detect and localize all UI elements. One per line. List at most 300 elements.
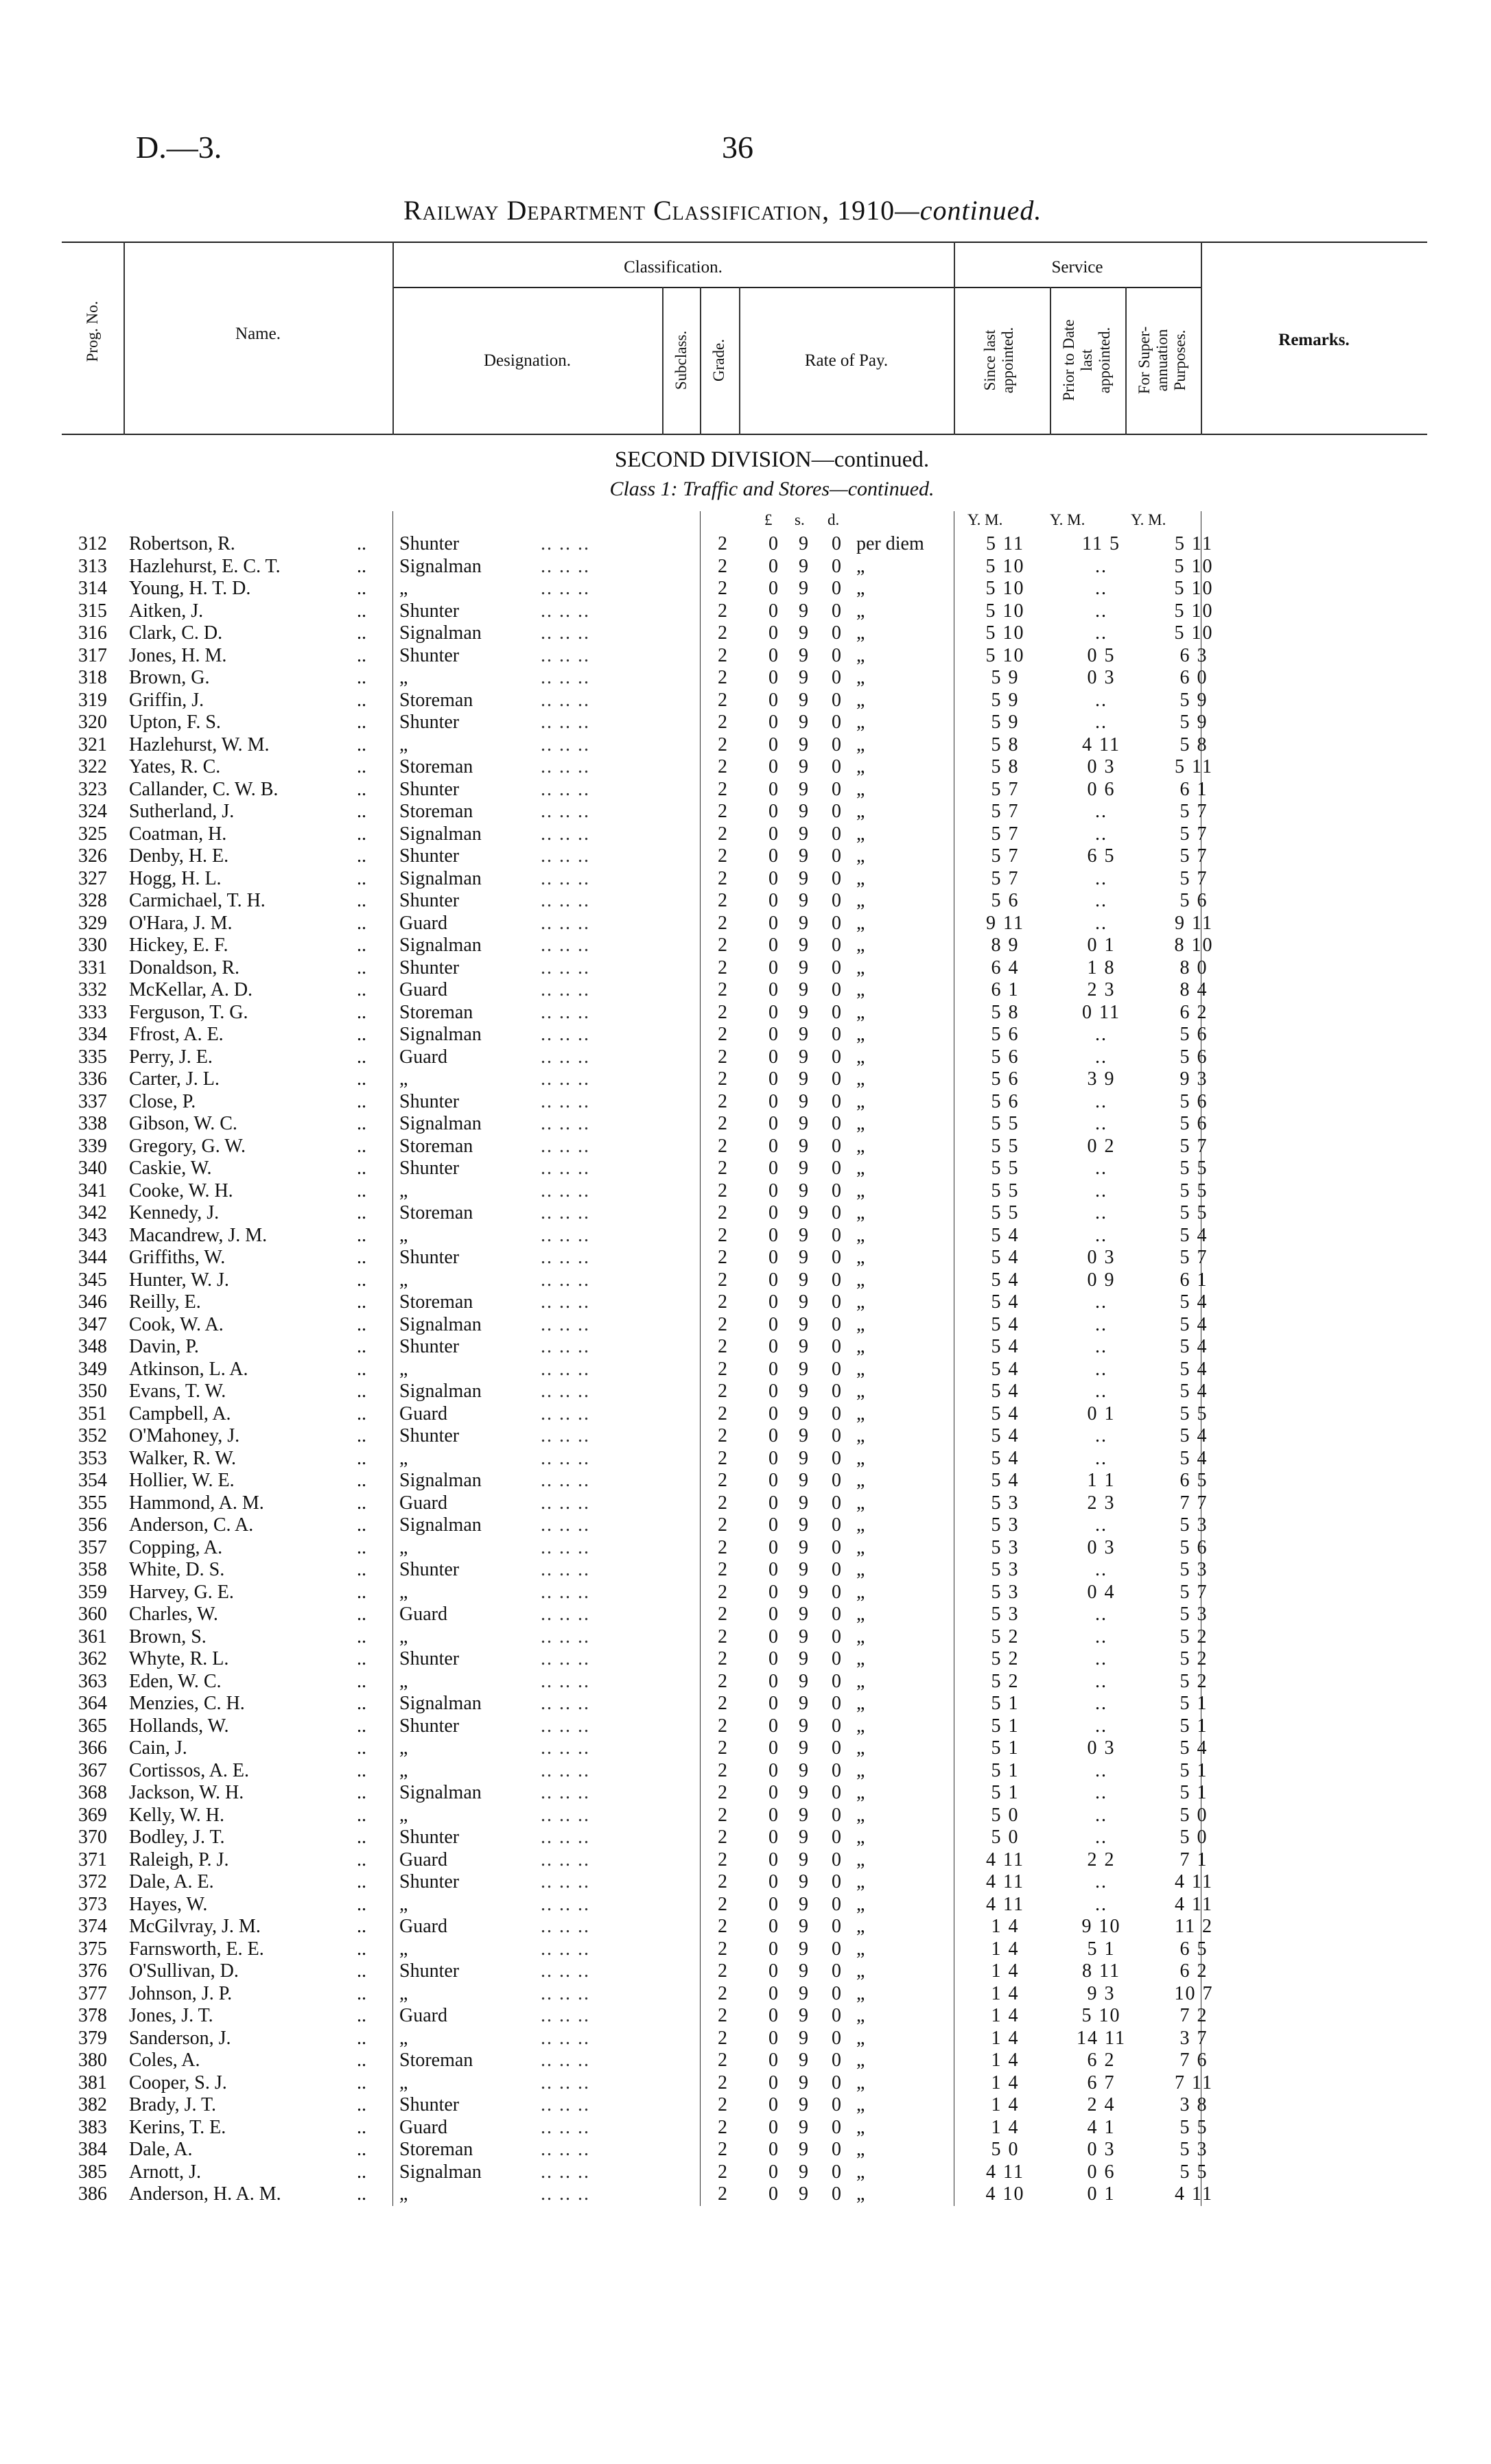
leader-dots: .. .. ..	[541, 1090, 590, 1112]
designation: Shunter	[399, 1158, 460, 1179]
grade: 2	[718, 979, 727, 1000]
pay-shillings: 9	[799, 1090, 808, 1112]
page-number: 36	[722, 130, 753, 165]
pay-pence: 0	[832, 801, 841, 822]
service-since-last: 5 3	[991, 1492, 1020, 1514]
pay-pence: 0	[832, 935, 841, 956]
service-prior: 0 5	[1087, 644, 1116, 666]
leader-dots: .. .. ..	[541, 1313, 590, 1335]
service-since-last: 5 0	[991, 2139, 1020, 2160]
grade: 2	[718, 2027, 727, 2049]
service-prior: ..	[1095, 1447, 1107, 1469]
prog-no: 328	[78, 890, 107, 911]
service-superannuation: 6 5	[1179, 1938, 1208, 1960]
pay-pence: 0	[832, 2094, 841, 2115]
pay-period: „	[856, 1893, 865, 1915]
grade: 2	[718, 778, 727, 800]
unit-pence: d.	[827, 511, 840, 528]
grade: 2	[718, 957, 727, 978]
designation: Shunter	[399, 1960, 460, 1982]
grade: 2	[718, 823, 727, 845]
leader-dots: ..	[357, 823, 366, 845]
pay-pounds: 0	[768, 1492, 778, 1514]
service-since-last: 9 11	[986, 912, 1024, 934]
prog-no: 340	[78, 1158, 107, 1179]
leader-dots: .. .. ..	[541, 845, 590, 867]
grade: 2	[718, 1581, 727, 1603]
leader-dots: .. .. ..	[541, 1180, 590, 1201]
pay-pounds: 0	[768, 2183, 778, 2205]
leader-dots: .. .. ..	[541, 2183, 590, 2205]
leader-dots: ..	[357, 1648, 366, 1669]
service-superannuation: 5 10	[1174, 622, 1214, 644]
pay-pence: 0	[832, 1626, 841, 1647]
leader-dots: .. .. ..	[541, 801, 590, 822]
service-prior: ..	[1095, 1827, 1107, 1848]
service-since-last: 4 11	[986, 1871, 1024, 1892]
service-superannuation: 5 7	[1179, 801, 1208, 822]
pay-pounds: 0	[768, 1224, 778, 1246]
pay-shillings: 9	[799, 1313, 808, 1335]
service-superannuation: 5 6	[1179, 1090, 1208, 1112]
leader-dots: .. .. ..	[541, 533, 590, 554]
leader-dots: ..	[357, 1202, 366, 1223]
service-prior: ..	[1095, 1693, 1107, 1714]
pay-period: „	[856, 600, 865, 622]
pay-pounds: 0	[768, 1626, 778, 1647]
pay-pounds: 0	[768, 1559, 778, 1580]
pay-shillings: 9	[799, 2094, 808, 2115]
table-row	[0, 667, 1491, 690]
leader-dots: .. .. ..	[541, 1447, 590, 1469]
pay-period: „	[856, 1559, 865, 1580]
service-since-last: 5 1	[991, 1782, 1020, 1803]
prog-no: 336	[78, 1068, 107, 1090]
leader-dots: ..	[357, 1224, 366, 1246]
leader-dots: .. .. ..	[541, 689, 590, 711]
prog-no: 322	[78, 756, 107, 777]
leader-dots: .. .. ..	[541, 912, 590, 934]
grade: 2	[718, 734, 727, 755]
employee-name: Hollier, W. E.	[129, 1470, 235, 1491]
leader-dots: .. .. ..	[541, 1336, 590, 1357]
pay-period: „	[856, 1224, 865, 1246]
pay-pounds: 0	[768, 1938, 778, 1960]
service-superannuation: 10 7	[1174, 1982, 1214, 2004]
service-since-last: 5 5	[991, 1135, 1020, 1157]
designation: „	[399, 1447, 408, 1469]
designation: Signalman	[399, 1024, 482, 1045]
table-row	[0, 1425, 1491, 1448]
leader-dots: .. .. ..	[541, 1759, 590, 1781]
designation: Signalman	[399, 867, 482, 889]
service-since-last: 5 8	[991, 1001, 1020, 1023]
pay-shillings: 9	[799, 1180, 808, 1201]
pay-shillings: 9	[799, 555, 808, 577]
leader-dots: ..	[357, 1827, 366, 1848]
pay-shillings: 9	[799, 957, 808, 978]
service-since-last: 5 10	[985, 600, 1025, 622]
pay-pence: 0	[832, 1514, 841, 1536]
grade: 2	[718, 1827, 727, 1848]
designation: „	[399, 1626, 408, 1647]
service-since-last: 5 2	[991, 1648, 1020, 1669]
pay-pounds: 0	[768, 1024, 778, 1045]
prog-no: 319	[78, 689, 107, 711]
grade: 2	[718, 935, 727, 956]
pay-period: „	[856, 1113, 865, 1134]
service-prior: ..	[1095, 1604, 1107, 1625]
service-prior: 0 1	[1087, 2183, 1116, 2205]
pay-pence: 0	[832, 1247, 841, 1268]
designation: Signalman	[399, 1514, 482, 1536]
pay-shillings: 9	[799, 1581, 808, 1603]
service-since-last: 5 7	[991, 845, 1020, 867]
pay-shillings: 9	[799, 912, 808, 934]
pay-period: „	[856, 1804, 865, 1826]
employee-name: Hunter, W. J.	[129, 1269, 229, 1291]
designation: Signalman	[399, 1693, 482, 1714]
service-prior: 0 9	[1087, 1269, 1116, 1291]
grade: 2	[718, 1336, 727, 1357]
pay-period: „	[856, 890, 865, 911]
pay-period: „	[856, 1068, 865, 1090]
grade: 2	[718, 689, 727, 711]
service-prior: 5 10	[1081, 2005, 1121, 2026]
service-superannuation: 8 0	[1179, 957, 1208, 978]
designation: Guard	[399, 1492, 447, 1514]
grade: 2	[718, 2161, 727, 2183]
grade: 2	[718, 1447, 727, 1469]
leader-dots: ..	[357, 1916, 366, 1937]
employee-name: Campbell, A.	[129, 1403, 231, 1424]
employee-name: Griffiths, W.	[129, 1247, 226, 1268]
leader-dots: ..	[357, 1425, 366, 1446]
prog-no: 347	[78, 1313, 107, 1335]
leader-dots: ..	[357, 1090, 366, 1112]
employee-name: Gregory, G. W.	[129, 1135, 246, 1157]
table-row	[0, 1247, 1491, 1269]
employee-name: Clark, C. D.	[129, 622, 223, 644]
table-row	[0, 1715, 1491, 1738]
service-since-last: 5 4	[991, 1447, 1020, 1469]
service-superannuation: 5 7	[1179, 1581, 1208, 1603]
employee-name: Johnson, J. P.	[129, 1982, 233, 2004]
pay-pence: 0	[832, 622, 841, 644]
pay-period: „	[856, 622, 865, 644]
designation: Signalman	[399, 823, 482, 845]
leader-dots: .. .. ..	[541, 1982, 590, 2004]
grade: 2	[718, 1670, 727, 1692]
pay-shillings: 9	[799, 1536, 808, 1558]
service-since-last: 5 3	[991, 1604, 1020, 1625]
service-since-last: 5 1	[991, 1693, 1020, 1714]
pay-pounds: 0	[768, 2116, 778, 2138]
unit-years-prior: Y. M.	[1050, 511, 1085, 528]
pay-pounds: 0	[768, 1893, 778, 1915]
grade: 2	[718, 1804, 727, 1826]
table-row	[0, 1158, 1491, 1180]
table-row	[0, 957, 1491, 980]
designation: Shunter	[399, 1425, 460, 1446]
table-row	[0, 1671, 1491, 1693]
service-since-last: 5 4	[991, 1269, 1020, 1291]
grade: 2	[718, 578, 727, 599]
leader-dots: ..	[357, 1068, 366, 1090]
rule-header-bottom	[62, 434, 1427, 435]
pay-period: „	[856, 2139, 865, 2160]
prog-no: 341	[78, 1180, 107, 1201]
service-since-last: 1 4	[991, 1982, 1020, 2004]
grade: 2	[718, 1871, 727, 1892]
grade: 2	[718, 1247, 727, 1268]
service-since-last: 4 11	[986, 2161, 1024, 2183]
pay-pounds: 0	[768, 1827, 778, 1848]
pay-period: „	[856, 1715, 865, 1737]
designation: Shunter	[399, 533, 460, 554]
service-superannuation: 4 11	[1175, 1871, 1213, 1892]
leader-dots: .. .. ..	[541, 2027, 590, 2049]
prog-no: 353	[78, 1447, 107, 1469]
table-row	[0, 1336, 1491, 1359]
pay-period: „	[856, 1916, 865, 1937]
employee-name: Hollands, W.	[129, 1715, 229, 1737]
designation: Signalman	[399, 1470, 482, 1491]
service-prior: 8 11	[1082, 1960, 1120, 1982]
pay-shillings: 9	[799, 2027, 808, 2049]
service-prior: 0 6	[1087, 778, 1116, 800]
employee-name: Davin, P.	[129, 1336, 199, 1357]
pay-period: „	[856, 578, 865, 599]
service-prior: ..	[1095, 712, 1107, 733]
prog-no: 339	[78, 1135, 107, 1157]
leader-dots: .. .. ..	[541, 1715, 590, 1737]
leader-dots: .. .. ..	[541, 1604, 590, 1625]
service-since-last: 5 11	[986, 533, 1024, 554]
grade: 2	[718, 1135, 727, 1157]
pay-period: „	[856, 1046, 865, 1068]
service-since-last: 5 10	[985, 578, 1025, 599]
leader-dots: .. .. ..	[541, 1849, 590, 1870]
col-subclass: Subclass.	[672, 330, 690, 390]
pay-pounds: 0	[768, 1090, 778, 1112]
employee-name: Perry, J. E.	[129, 1046, 213, 1068]
table-row	[0, 2139, 1491, 2161]
leader-dots: .. .. ..	[541, 957, 590, 978]
service-superannuation: 7 2	[1179, 2005, 1208, 2026]
leader-dots: .. .. ..	[541, 2072, 590, 2093]
pay-shillings: 9	[799, 1982, 808, 2004]
service-prior: ..	[1095, 1871, 1107, 1892]
pay-shillings: 9	[799, 533, 808, 554]
grade: 2	[718, 1470, 727, 1491]
page-reference: D.—3.	[136, 130, 222, 165]
leader-dots: .. .. ..	[541, 1782, 590, 1803]
pay-shillings: 9	[799, 1693, 808, 1714]
service-since-last: 5 1	[991, 1715, 1020, 1737]
table-row	[0, 756, 1491, 779]
leader-dots: .. .. ..	[541, 1068, 590, 1090]
service-since-last: 1 4	[991, 1938, 1020, 1960]
grade: 2	[718, 1759, 727, 1781]
leader-dots: .. .. ..	[541, 1358, 590, 1380]
leader-dots: .. .. ..	[541, 1001, 590, 1023]
pay-period: „	[856, 1202, 865, 1223]
pay-shillings: 9	[799, 712, 808, 733]
table-row	[0, 1693, 1491, 1715]
pay-pence: 0	[832, 778, 841, 800]
pay-pounds: 0	[768, 935, 778, 956]
pay-pounds: 0	[768, 756, 778, 777]
employee-name: Kelly, W. H.	[129, 1804, 224, 1826]
table-row	[0, 890, 1491, 913]
pay-period: „	[856, 1447, 865, 1469]
pay-shillings: 9	[799, 1247, 808, 1268]
pay-pounds: 0	[768, 1849, 778, 1870]
table-row	[0, 1916, 1491, 1938]
prog-no: 378	[78, 2005, 107, 2026]
pay-pence: 0	[832, 2072, 841, 2093]
designation: Shunter	[399, 957, 460, 978]
pay-shillings: 9	[799, 1715, 808, 1737]
pay-pence: 0	[832, 1871, 841, 1892]
pay-shillings: 9	[799, 1827, 808, 1848]
pay-shillings: 9	[799, 1759, 808, 1781]
pay-shillings: 9	[799, 979, 808, 1000]
pay-pence: 0	[832, 1670, 841, 1692]
service-prior: ..	[1095, 600, 1107, 622]
grade: 2	[718, 1001, 727, 1023]
pay-shillings: 9	[799, 823, 808, 845]
pay-shillings: 9	[799, 622, 808, 644]
prog-no: 324	[78, 801, 107, 822]
pay-pence: 0	[832, 1804, 841, 1826]
pay-pounds: 0	[768, 979, 778, 1000]
pay-pounds: 0	[768, 2050, 778, 2071]
leader-dots: .. .. ..	[541, 1202, 590, 1223]
rule-classification	[392, 287, 1201, 288]
service-superannuation: 5 5	[1179, 1403, 1208, 1424]
designation: Shunter	[399, 890, 460, 911]
prog-no: 318	[78, 667, 107, 688]
leader-dots: .. .. ..	[541, 2116, 590, 2138]
pay-shillings: 9	[799, 1024, 808, 1045]
employee-name: Close, P.	[129, 1090, 196, 1112]
prog-no: 334	[78, 1024, 107, 1045]
employee-name: Coatman, H.	[129, 823, 227, 845]
pay-shillings: 9	[799, 845, 808, 867]
service-superannuation: 5 4	[1179, 1224, 1208, 1246]
pay-pounds: 0	[768, 823, 778, 845]
service-prior: 2 3	[1087, 979, 1116, 1000]
leader-dots: .. .. ..	[541, 1425, 590, 1446]
service-since-last: 5 3	[991, 1581, 1020, 1603]
pay-shillings: 9	[799, 1135, 808, 1157]
grade: 2	[718, 1403, 727, 1424]
service-prior: 11 5	[1082, 533, 1120, 554]
grade: 2	[718, 1559, 727, 1580]
employee-name: Cook, W. A.	[129, 1313, 224, 1335]
table-row	[0, 2161, 1491, 2184]
leader-dots: ..	[357, 1559, 366, 1580]
table-row	[0, 1805, 1491, 1827]
leader-dots: ..	[357, 1135, 366, 1157]
service-since-last: 1 4	[991, 2005, 1020, 2026]
table-row	[0, 1626, 1491, 1649]
pay-pence: 0	[832, 1849, 841, 1870]
table-row	[0, 2072, 1491, 2095]
leader-dots: .. .. ..	[541, 1893, 590, 1915]
service-superannuation: 5 3	[1179, 2139, 1208, 2160]
prog-no: 359	[78, 1581, 107, 1603]
designation: Storeman	[399, 1202, 473, 1223]
pay-period: „	[856, 1381, 865, 1402]
leader-dots: ..	[357, 801, 366, 822]
grade: 2	[718, 1960, 727, 1982]
designation: Shunter	[399, 1336, 460, 1357]
service-superannuation: 5 3	[1179, 1559, 1208, 1580]
designation: Shunter	[399, 712, 460, 733]
employee-name: Bodley, J. T.	[129, 1827, 225, 1848]
employee-name: O'Hara, J. M.	[129, 912, 233, 934]
service-superannuation: 9 3	[1179, 1068, 1208, 1090]
col-superannuation: For Super- annuation Purposes.	[1136, 326, 1188, 395]
service-prior: 0 1	[1087, 1403, 1116, 1424]
service-superannuation: 5 1	[1179, 1782, 1208, 1803]
employee-name: Harvey, G. E.	[129, 1581, 234, 1603]
service-superannuation: 7 1	[1179, 1849, 1208, 1870]
designation: Signalman	[399, 555, 482, 577]
col-designation: Designation.	[483, 351, 572, 370]
pay-pounds: 0	[768, 1604, 778, 1625]
designation: Storeman	[399, 801, 473, 822]
pay-pence: 0	[832, 1336, 841, 1357]
pay-pence: 0	[832, 1358, 841, 1380]
pay-pounds: 0	[768, 1313, 778, 1335]
service-superannuation: 5 4	[1179, 1381, 1208, 1402]
service-since-last: 5 1	[991, 1737, 1020, 1759]
leader-dots: .. .. ..	[541, 712, 590, 733]
designation: Signalman	[399, 1313, 482, 1335]
service-superannuation: 11 2	[1175, 1916, 1213, 1937]
service-prior: ..	[1095, 1202, 1107, 1223]
prog-no: 360	[78, 1604, 107, 1625]
pay-pounds: 0	[768, 533, 778, 554]
leader-dots: ..	[357, 1381, 366, 1402]
prog-no: 369	[78, 1804, 107, 1826]
service-since-last: 5 6	[991, 1090, 1020, 1112]
prog-no: 323	[78, 778, 107, 800]
pay-period: „	[856, 778, 865, 800]
table-row	[0, 712, 1491, 734]
designation: Storeman	[399, 1001, 473, 1023]
service-prior: 6 2	[1087, 2050, 1116, 2071]
pay-period: „	[856, 667, 865, 688]
pay-shillings: 9	[799, 1514, 808, 1536]
designation: Shunter	[399, 1559, 460, 1580]
pay-pounds: 0	[768, 1715, 778, 1737]
service-prior: ..	[1095, 1024, 1107, 1045]
service-superannuation: 5 8	[1179, 734, 1208, 755]
grade: 2	[718, 1693, 727, 1714]
service-superannuation: 8 4	[1179, 979, 1208, 1000]
pay-pence: 0	[832, 1224, 841, 1246]
pay-shillings: 9	[799, 600, 808, 622]
leader-dots: ..	[357, 667, 366, 688]
pay-pence: 0	[832, 1782, 841, 1803]
prog-no: 361	[78, 1626, 107, 1647]
designation: Shunter	[399, 845, 460, 867]
